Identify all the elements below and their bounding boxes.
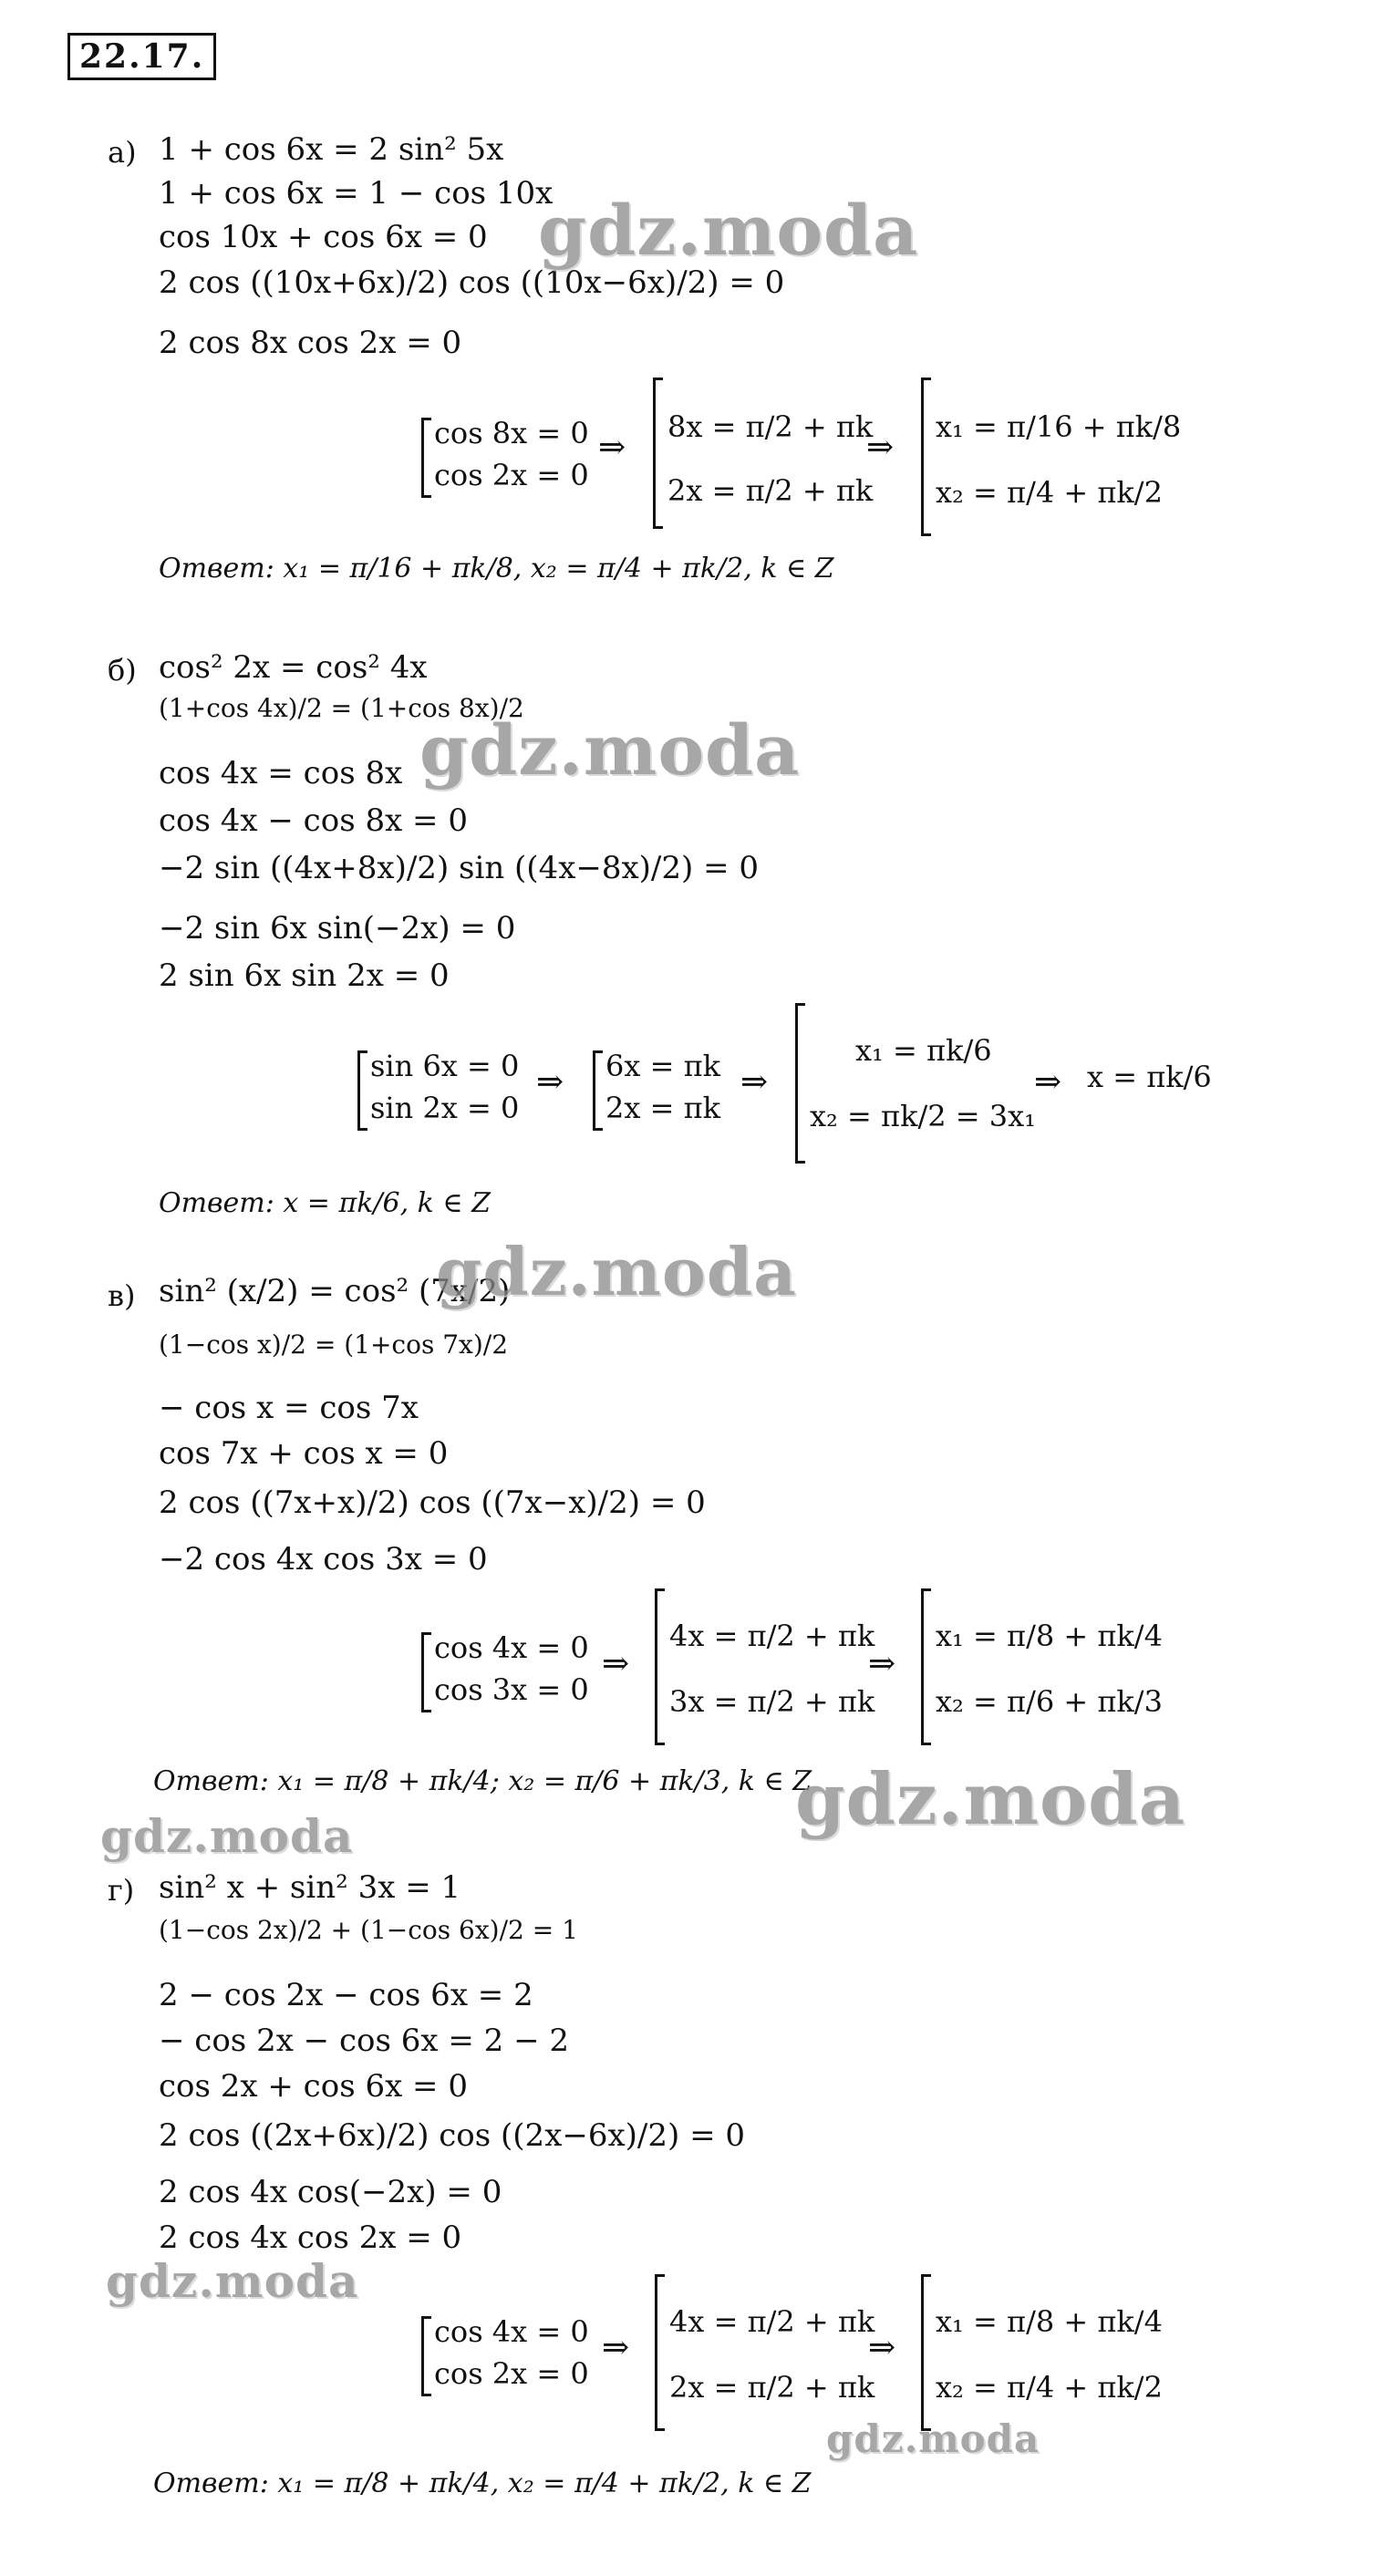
section-g-line-6: 2 cos ((2x+6x)/2) cos ((2x−6x)/2) = 0	[159, 2117, 746, 2154]
section-g-system-bracket-2	[655, 2274, 665, 2431]
section-b-arrow-1: ⇒	[536, 1063, 564, 1101]
section-g-line-2: (1−cos 2x)/2 + (1−cos 6x)/2 = 1	[159, 1915, 578, 1945]
section-g-line-8: 2 cos 4x cos 2x = 0	[159, 2219, 462, 2256]
section-b-system-bracket-3	[795, 1003, 805, 1164]
section-g-system-bracket-1	[421, 2316, 431, 2396]
section-a-answer: Ответ: x₁ = π/16 + πk/8, x₂ = π/4 + πk/2, k ∈ Z	[159, 553, 834, 585]
section-v-system-1: cos 4x = 0 cos 3x = 0	[434, 1630, 589, 1707]
section-b-line-2: (1+cos 4x)/2 = (1+cos 8x)/2	[159, 693, 524, 723]
section-v-answer: Ответ: x₁ = π/8 + πk/4; x₂ = π/6 + πk/3, k ∈ Z	[153, 1765, 812, 1797]
section-v-label: в)	[108, 1278, 136, 1313]
section-v-line-5: 2 cos ((7x+x)/2) cos ((7x−x)/2) = 0	[159, 1485, 706, 1521]
section-v-line-3: − cos x = cos 7x	[159, 1390, 419, 1426]
watermark-text: gdz.moda	[795, 1758, 1186, 1841]
section-g-line-1: sin² x + sin² 3x = 1	[159, 1869, 461, 1906]
section-g-system-bracket-3	[921, 2274, 931, 2431]
watermark-text: gdz.moda	[100, 1809, 354, 1863]
section-b-arrow-3: ⇒	[1034, 1063, 1062, 1101]
watermark-text: gdz.moda	[538, 190, 919, 271]
section-a-label: а)	[108, 135, 137, 170]
section-a-system-bracket-3	[921, 378, 931, 536]
section-v-system-2: 4x = π/2 + πk 3x = π/2 + πk	[669, 1619, 875, 1719]
section-g-arrow-2: ⇒	[868, 2329, 896, 2366]
section-a-line-5: 2 cos 8x cos 2x = 0	[159, 325, 462, 361]
section-b-system-1: sin 6x = 0 sin 2x = 0	[370, 1049, 520, 1125]
section-v-system-3: x₁ = π/8 + πk/4 x₂ = π/6 + πk/3	[936, 1619, 1163, 1719]
section-b-system-bracket-2	[593, 1050, 603, 1131]
section-b-line-4: cos 4x − cos 8x = 0	[159, 802, 468, 839]
section-a-system-1: cos 8x = 0 cos 2x = 0	[434, 416, 589, 492]
section-v-line-2: (1−cos x)/2 = (1+cos 7x)/2	[159, 1329, 509, 1360]
section-a-system-3: x₁ = π/16 + πk/8 x₂ = π/4 + πk/2	[936, 409, 1182, 510]
section-a-system-2: 8x = π/2 + πk 2x = π/2 + πk	[667, 409, 874, 508]
section-b-label: б)	[108, 653, 137, 688]
section-a-line-2: 1 + cos 6x = 1 − cos 10x	[159, 175, 554, 212]
section-b-system-2: 6x = πk 2x = πk	[605, 1049, 720, 1125]
section-v-arrow-2: ⇒	[868, 1645, 896, 1682]
section-a-system-bracket-1	[421, 418, 431, 498]
section-v-line-4: cos 7x + cos x = 0	[159, 1435, 449, 1472]
section-g-system-1: cos 4x = 0 cos 2x = 0	[434, 2314, 589, 2391]
section-v-system-bracket-1	[421, 1632, 431, 1712]
section-g-system-2: 4x = π/2 + πk 2x = π/2 + πk	[669, 2304, 875, 2405]
watermark-text: gdz.moda	[419, 709, 801, 791]
section-a-system-bracket-2	[653, 378, 663, 529]
section-b-line-3: cos 4x = cos 8x	[159, 755, 403, 791]
section-a-line-4: 2 cos ((10x+6x)/2) cos ((10x−6x)/2) = 0	[159, 264, 785, 301]
section-b-line-5: −2 sin ((4x+8x)/2) sin ((4x−8x)/2) = 0	[159, 850, 760, 886]
watermark-text: gdz.moda	[826, 2416, 1040, 2461]
section-b-answer: Ответ: x = πk/6, k ∈ Z	[159, 1187, 491, 1219]
section-g-line-3: 2 − cos 2x − cos 6x = 2	[159, 1977, 533, 2013]
section-a-line-3: cos 10x + cos 6x = 0	[159, 219, 488, 255]
section-b-arrow-2: ⇒	[740, 1063, 769, 1101]
section-g-line-4: − cos 2x − cos 6x = 2 − 2	[159, 2023, 570, 2059]
section-b-line-1: cos² 2x = cos² 4x	[159, 649, 428, 686]
section-g-arrow-1: ⇒	[602, 2329, 630, 2366]
section-g-system-3: x₁ = π/8 + πk/4 x₂ = π/4 + πk/2	[936, 2304, 1163, 2405]
section-b-line-7: 2 sin 6x sin 2x = 0	[159, 957, 450, 994]
watermark-text: gdz.moda	[106, 2254, 359, 2308]
section-b-line-6: −2 sin 6x sin(−2x) = 0	[159, 910, 516, 947]
section-v-line-6: −2 cos 4x cos 3x = 0	[159, 1541, 488, 1578]
section-b-system-bracket-1	[357, 1050, 367, 1131]
section-g-answer: Ответ: x₁ = π/8 + πk/4, x₂ = π/4 + πk/2, k ∈ Z	[153, 2467, 812, 2499]
section-v-arrow-1: ⇒	[602, 1645, 630, 1682]
task-number: 22.17.	[67, 33, 216, 80]
section-v-line-1: sin² (x/2) = cos² (7x/2)	[159, 1273, 511, 1309]
section-g-label: г)	[108, 1873, 135, 1908]
section-a-arrow-2: ⇒	[866, 429, 895, 466]
section-b-system-3: x₁ = πk/6 x₂ = πk/2 = 3x₁	[810, 1033, 1036, 1133]
section-v-system-bracket-2	[655, 1588, 665, 1745]
section-v-system-bracket-3	[921, 1588, 931, 1745]
section-a-arrow-1: ⇒	[598, 429, 626, 466]
section-b-result: x = πk/6	[1087, 1060, 1212, 1094]
section-g-line-5: cos 2x + cos 6x = 0	[159, 2068, 468, 2105]
section-a-line-1: 1 + cos 6x = 2 sin² 5x	[159, 131, 504, 168]
section-g-line-7: 2 cos 4x cos(−2x) = 0	[159, 2174, 502, 2210]
watermark-text: gdz.moda	[436, 1233, 797, 1310]
